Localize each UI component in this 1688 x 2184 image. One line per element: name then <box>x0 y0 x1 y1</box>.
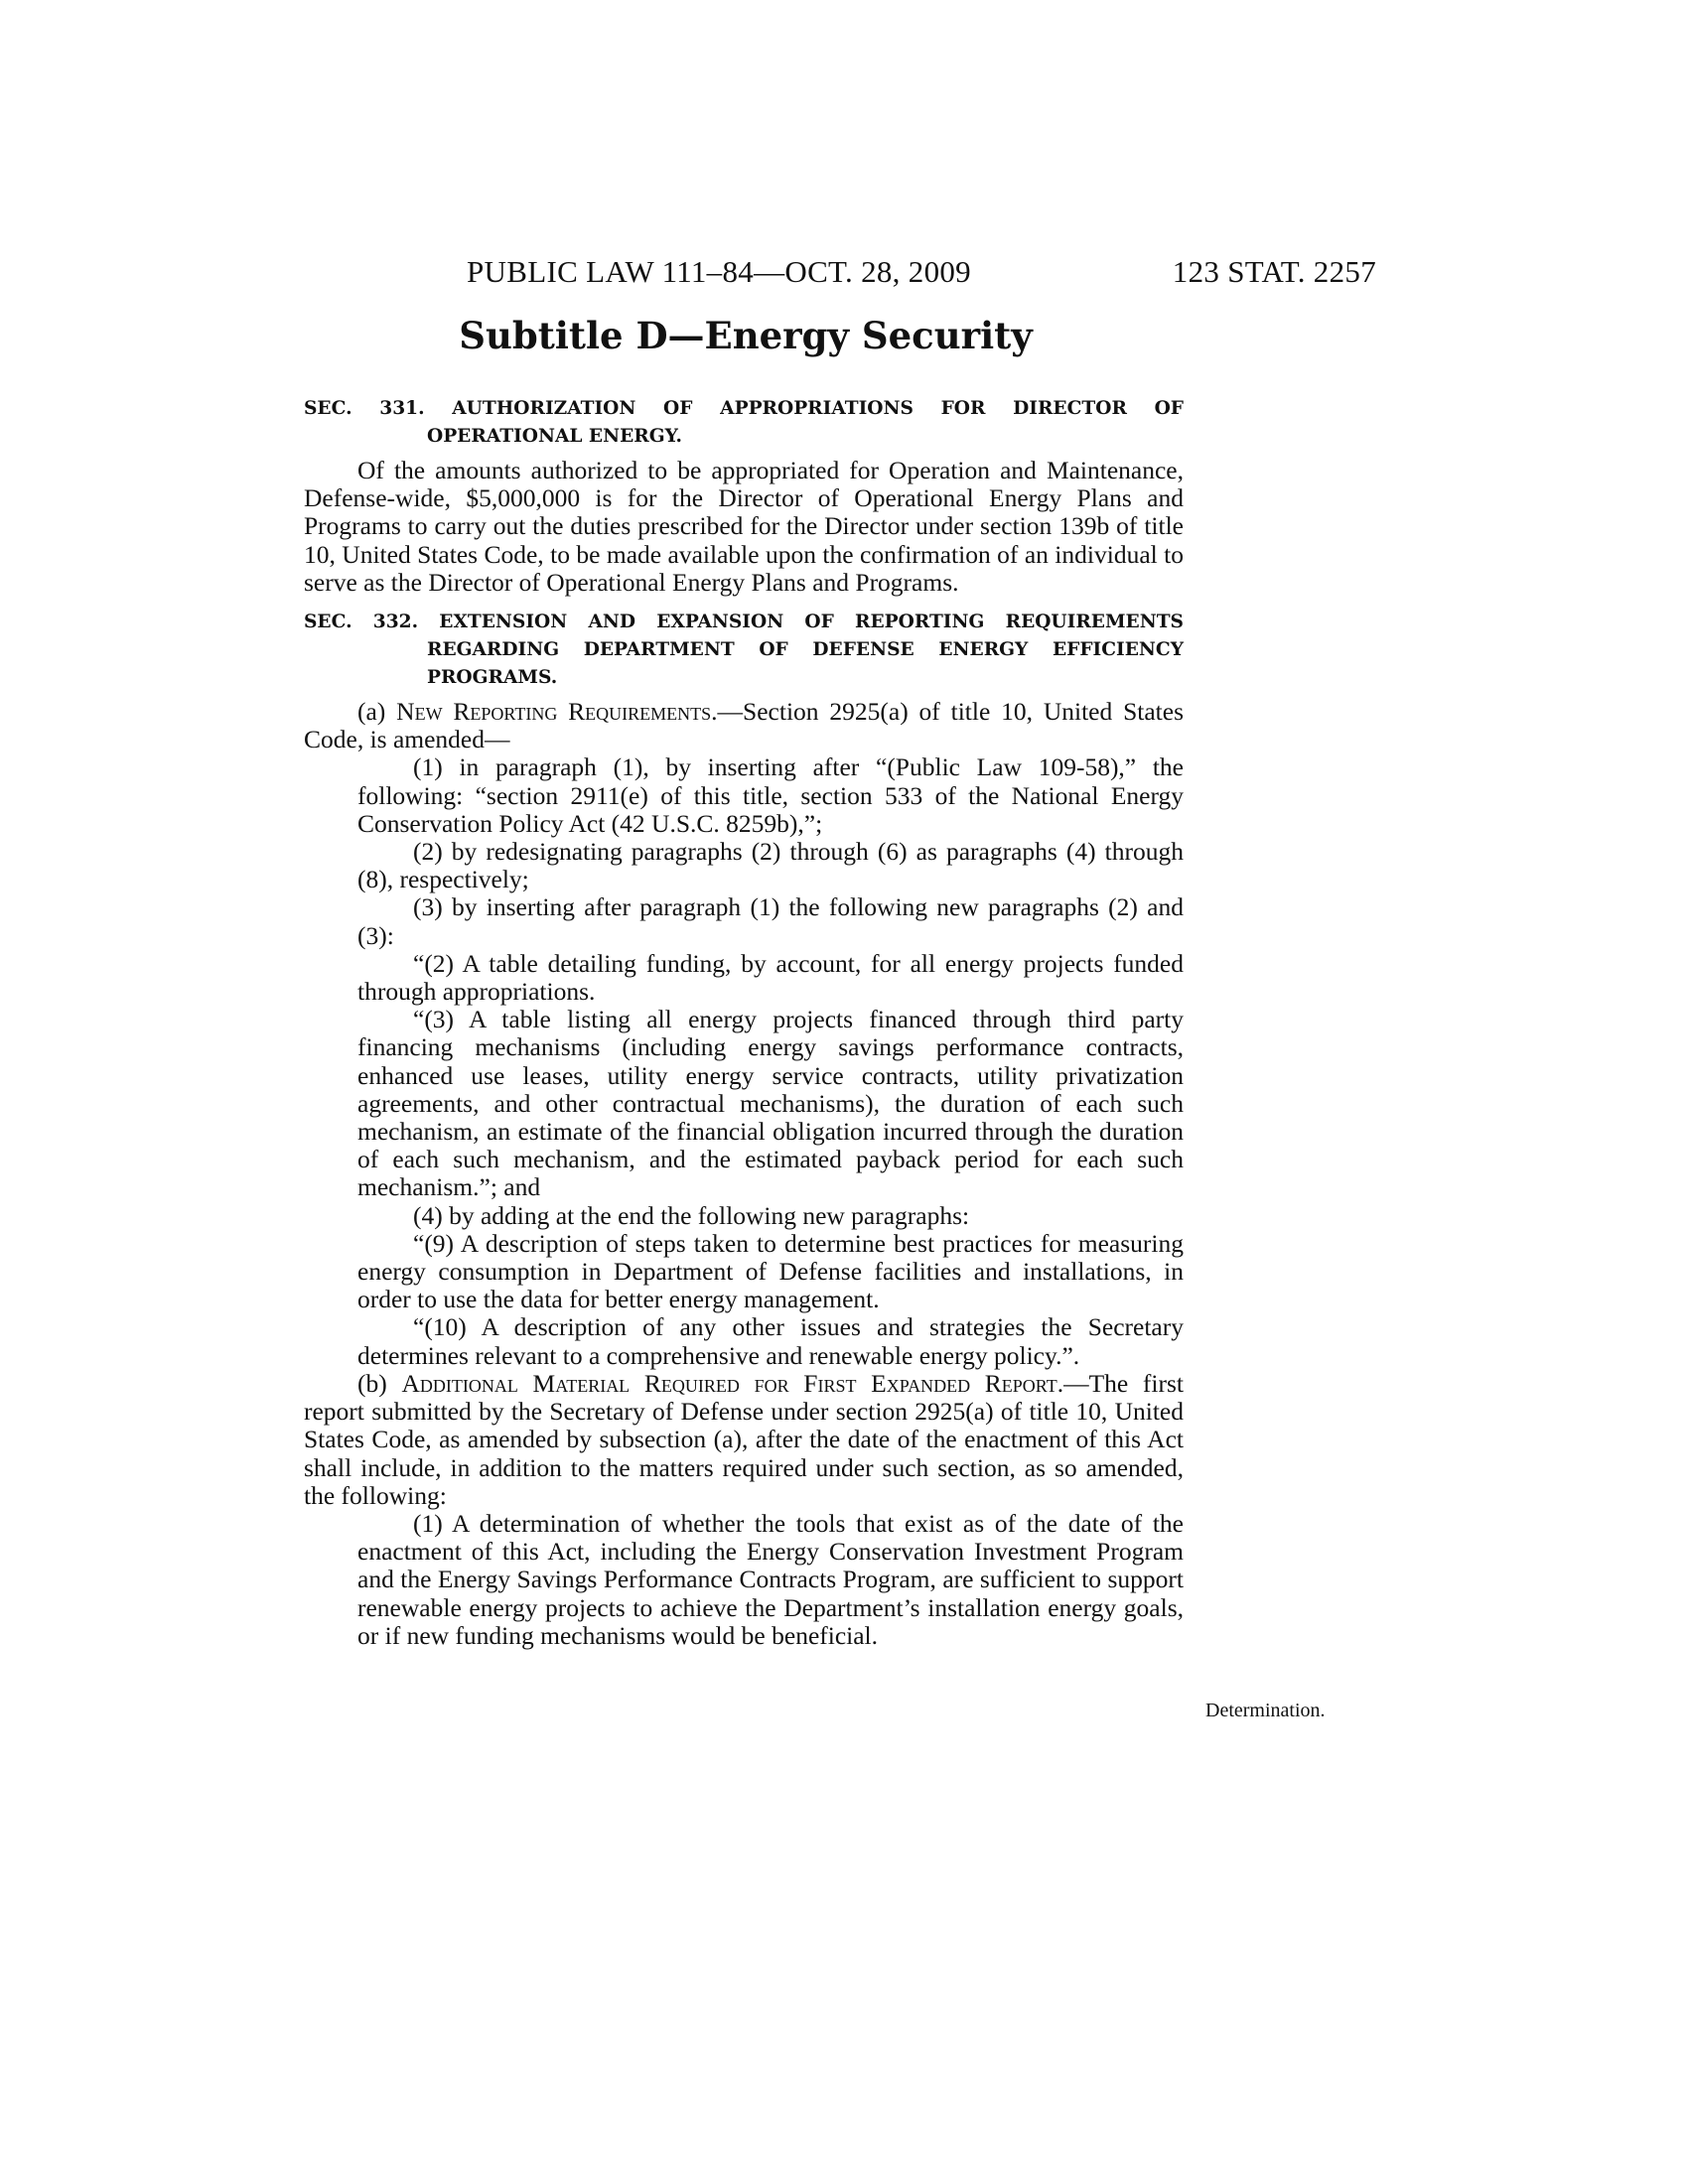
running-header <box>304 254 1376 294</box>
subsection-b-label: (b) <box>357 1368 402 1398</box>
margin-note-determination: Determination. <box>1205 1700 1326 1721</box>
paragraph-a4: (4) by adding at the end the following new paragraphs: <box>413 1200 970 1230</box>
paragraph-a2: (2) by redesignating paragraphs (2) through (6) as paragraphs (4) through (8), respectively; <box>357 837 1184 894</box>
paragraph-b1: (1) A determination of whether the tools that exist as of the date of the enactment of this Act, including the Energy Conservation Investment Program and the Energy Savings Performance Contracts Program, are sufficient to support renewable energy projects to achieve the Department’s installation energy goals, or if new funding mechanisms would be beneficial. <box>357 1508 1184 1650</box>
subsection-a <box>304 698 1184 753</box>
subsection-b <box>304 1370 1184 1510</box>
section-332-heading: SEC. 332. EXTENSION AND EXPANSION OF REPORTING REQUIREMENTS REGARDING DEPARTMENT OF DEFENSE ENERGY EFFICIENCY PROGRAMS. <box>304 612 1184 689</box>
paragraph-a3: (3) by inserting after paragraph (1) the following new paragraphs (2) and (3): <box>357 892 1184 950</box>
quoted-paragraph-10: “(10) A description of any other issues and strategies the Secretary determines relevant to a comprehensive and renewable energy policy.”. <box>357 1312 1184 1370</box>
subsection-a-text: .—Section 2925(a) of title 10, United States Code, is amended— <box>304 697 1184 754</box>
paragraph-a1: (1) in paragraph (1), by inserting after “(Public Law 109-58),” the following: “section 2911(e) of this title, section 533 of the National Energy Conservation Policy Act (42 U.S.C. 8259b),”; <box>357 752 1184 838</box>
page-number: 123 STAT. 2257 <box>1172 254 1376 289</box>
quoted-paragraph-9: “(9) A description of steps taken to determine best practices for measuring energy consumption in Department of Defense facilities and installations, in order to use the data for better energy management. <box>357 1228 1184 1314</box>
subsection-b-heading: Additional Material Required for First Expanded Report <box>401 1368 1057 1398</box>
document-body <box>304 395 1184 1650</box>
running-title: PUBLIC LAW 111–84—OCT. 28, 2009 <box>467 254 971 289</box>
quoted-paragraph-3: “(3) A table listing all energy projects financed through third party financing mechanisms (including energy savings performance contracts, enhanced use leases, utility energy service contracts, utility privatization agreements, and other contractual mechanisms), the duration of each such mechanism, an estimate of the financial obligation incurred through the duration of each such mechanism, and the estimated payback period for each such mechanism.”; and <box>357 1005 1184 1202</box>
subsection-a-label: (a) <box>357 697 397 727</box>
subtitle-heading: Subtitle D—Energy Security <box>459 314 1033 357</box>
section-331-heading: SEC. 331. AUTHORIZATION OF APPROPRIATIONS FOR DIRECTOR OF OPERATIONAL ENERGY. <box>304 398 1184 447</box>
section-331-text: Of the amounts authorized to be appropriated for Operation and Maintenance, Defense-wide, $5,000,000 is for the Director of Operational Energy Plans and Programs to carry out the duties prescribed for the Director under section 139b of title 10, United States Code, to be made available upon the confirmation of an individual to serve as the Director of Operational Energy Plans and Programs. <box>304 456 1184 597</box>
section-gap <box>304 597 1184 609</box>
subsection-b-text: .—The first report submitted by the Secretary of Defense under section 2925(a) of title 10, United States Code, as amended by subsection (a), after the date of the enactment of this Act shall include, in addition to the matters required under such section, as so amended, the following: <box>304 1368 1185 1510</box>
subsection-a-heading: New Reporting Requirements <box>396 697 712 727</box>
quoted-paragraph-2: “(2) A table detailing funding, by account, for all energy projects funded through appropriations. <box>357 948 1184 1007</box>
